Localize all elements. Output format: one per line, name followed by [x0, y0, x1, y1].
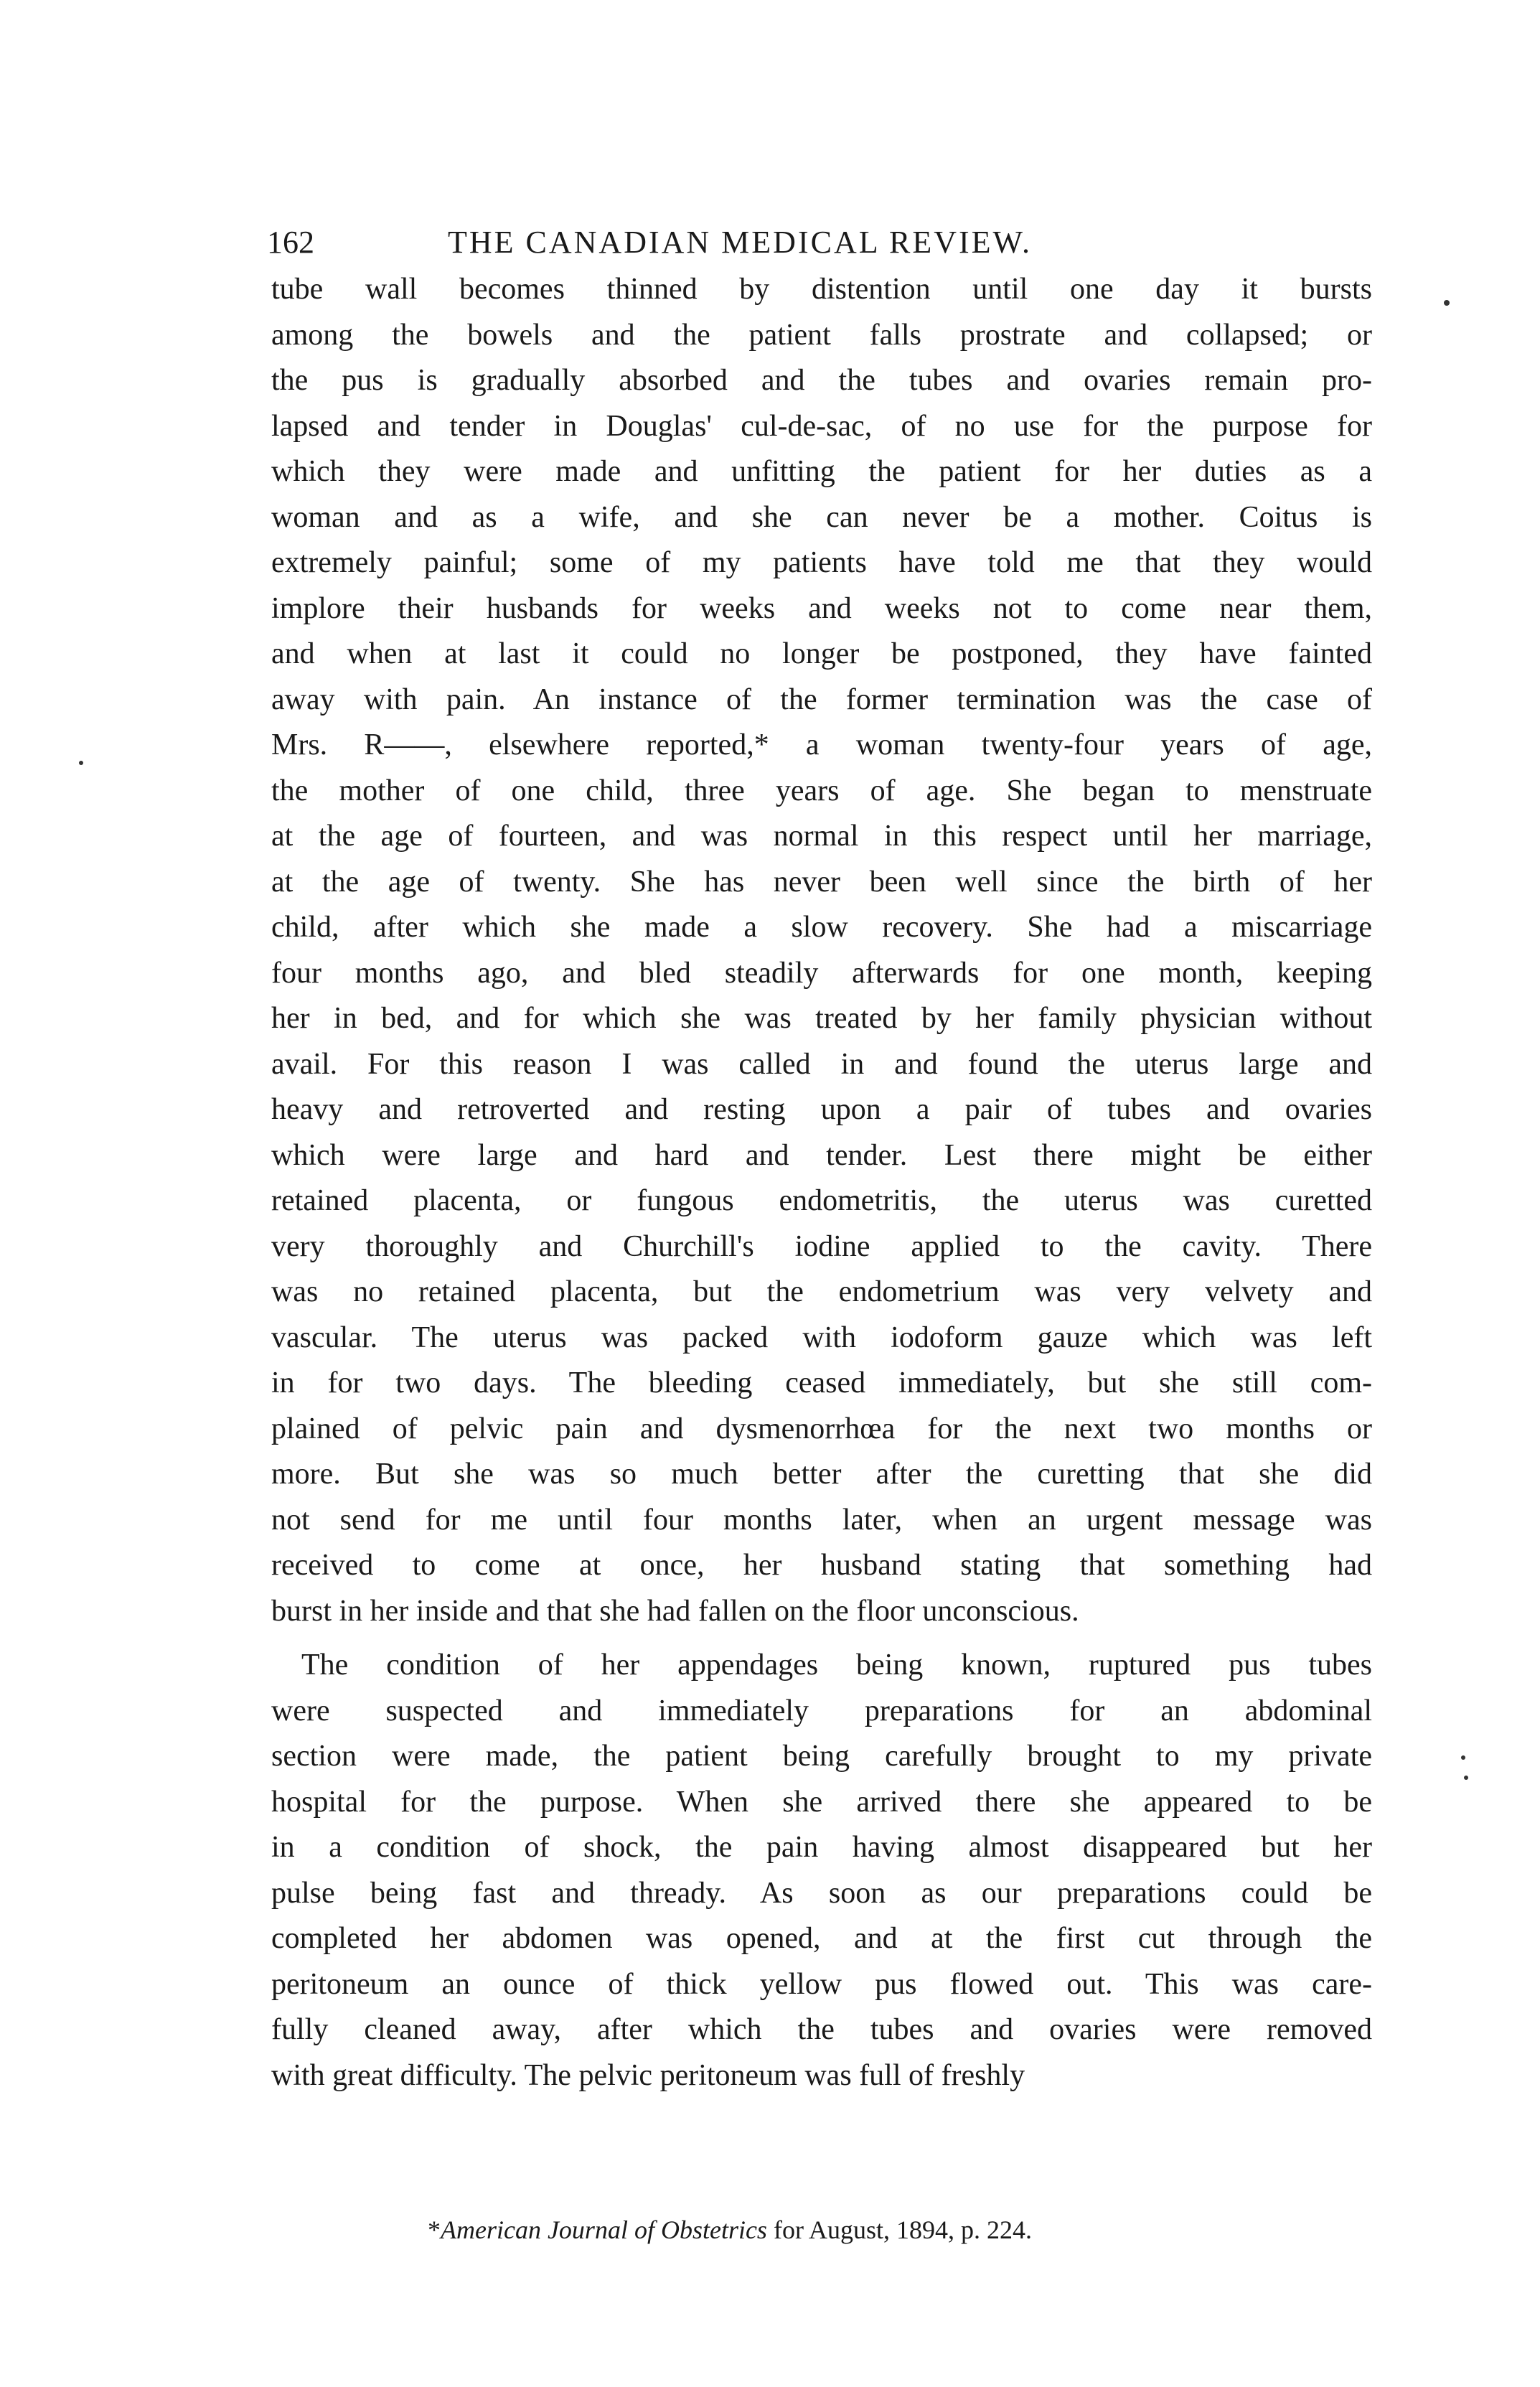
paragraph-1 — [271, 267, 1372, 1634]
text-line: The condition of her appendages being known, ruptured pus tubes — [301, 1649, 1372, 1682]
text-line: Mrs. R——, elsewhere reported,* a woman twenty-four years of age, — [271, 728, 1372, 761]
page-number: 162 — [267, 225, 314, 260]
text-line: very thoroughly and Churchill's iodine applied to the cavity. There — [271, 1229, 1372, 1263]
footnote-journal: American Journal of Obstetrics — [441, 2215, 767, 2244]
text-line: received to come at once, her husband stating that something had — [271, 1549, 1372, 1582]
text-line: woman and as a wife, and she can never be a mother. Coitus is — [271, 500, 1372, 534]
text-line: were suspected and immediately preparations for an abdominal — [271, 1694, 1372, 1727]
text-line: plained of pelvic pain and dysmenorrhœa for the next two months or — [271, 1412, 1372, 1445]
footnote-marker: * — [428, 2215, 441, 2244]
text-line: the pus is gradually absorbed and the tubes and ovaries remain pro- — [271, 364, 1372, 397]
text-line: heavy and retroverted and resting upon a pair of tubes and ovaries — [271, 1093, 1372, 1126]
text-line: fully cleaned away, after which the tubes and ovaries were removed — [271, 2013, 1372, 2046]
footnote — [428, 2212, 1032, 2248]
text-line: pulse being fast and thready. As soon as our preparations could be — [271, 1876, 1372, 1910]
text-line: was no retained placenta, but the endometrium was very velvety and — [271, 1275, 1372, 1308]
text-line: peritoneum an ounce of thick yellow pus flowed out. This was care- — [271, 1967, 1372, 2001]
text-line: in a condition of shock, the pain having almost disappeared but her — [271, 1831, 1372, 1864]
text-line: section were made, the patient being carefully brought to my private — [271, 1740, 1372, 1773]
text-line: which they were made and unfitting the patient for her duties as a — [271, 455, 1372, 488]
text-line: the mother of one child, three years of age. She began to menstruate — [271, 774, 1372, 807]
text-line: child, after which she made a slow recovery. She had a miscarriage — [271, 911, 1372, 944]
text-line: and when at last it could no longer be postponed, they have fainted — [271, 637, 1372, 670]
journal-title: THE CANADIAN MEDICAL REVIEW. — [448, 225, 1032, 260]
text-line: burst in her inside and that she had fallen on the floor unconscious. — [271, 1594, 1079, 1628]
text-line: avail. For this reason I was called in and found the uterus large and — [271, 1047, 1372, 1081]
text-line: at the age of fourteen, and was normal in this respect until her marriage, — [271, 820, 1372, 853]
text-line: more. But she was so much better after the curetting that she did — [271, 1458, 1372, 1491]
margin-dot — [1444, 300, 1450, 306]
paragraph-2 — [271, 1643, 1372, 2098]
body-text — [271, 267, 1372, 2098]
text-line: implore their husbands for weeks and weeks not to come near them, — [271, 591, 1372, 625]
text-line: which were large and hard and tender. Lest there might be either — [271, 1138, 1372, 1172]
text-line: extremely painful; some of my patients have told me that they would — [271, 546, 1372, 579]
text-line: not send for me until four months later, when an urgent message was — [271, 1503, 1372, 1537]
text-line: four months ago, and bled steadily afterwards for one month, keeping — [271, 956, 1372, 990]
text-line: her in bed, and for which she was treated by her family physician without — [271, 1002, 1372, 1035]
text-line: among the bowels and the patient falls prostrate and collapsed; or — [271, 318, 1372, 352]
text-line: hospital for the purpose. When she arrived there she appeared to be — [271, 1785, 1372, 1819]
text-line: retained placenta, or fungous endometritis, the uterus was curetted — [271, 1184, 1372, 1217]
text-line: tube wall becomes thinned by distention until one day it bursts — [271, 273, 1372, 306]
margin-dot — [1464, 1776, 1468, 1780]
text-line: at the age of twenty. She has never been well since the birth of her — [271, 865, 1372, 899]
margin-dot — [1461, 1755, 1465, 1760]
margin-dot — [79, 761, 83, 765]
text-line: in for two days. The bleeding ceased immediately, but she still com- — [271, 1366, 1372, 1399]
running-header — [267, 221, 1372, 264]
text-line: away with pain. An instance of the former termination was the case of — [271, 683, 1372, 716]
text-line: completed her abdomen was opened, and at the first cut through the — [271, 1922, 1372, 1955]
text-line: with great difficulty. The pelvic peritoneum was full of freshly — [271, 2058, 1025, 2092]
text-line: vascular. The uterus was packed with iodoform gauze which was left — [271, 1321, 1372, 1354]
footnote-citation: for August, 1894, p. 224. — [766, 2215, 1032, 2244]
text-line: lapsed and tender in Douglas' cul-de-sac, of no use for the purpose for — [271, 409, 1372, 443]
